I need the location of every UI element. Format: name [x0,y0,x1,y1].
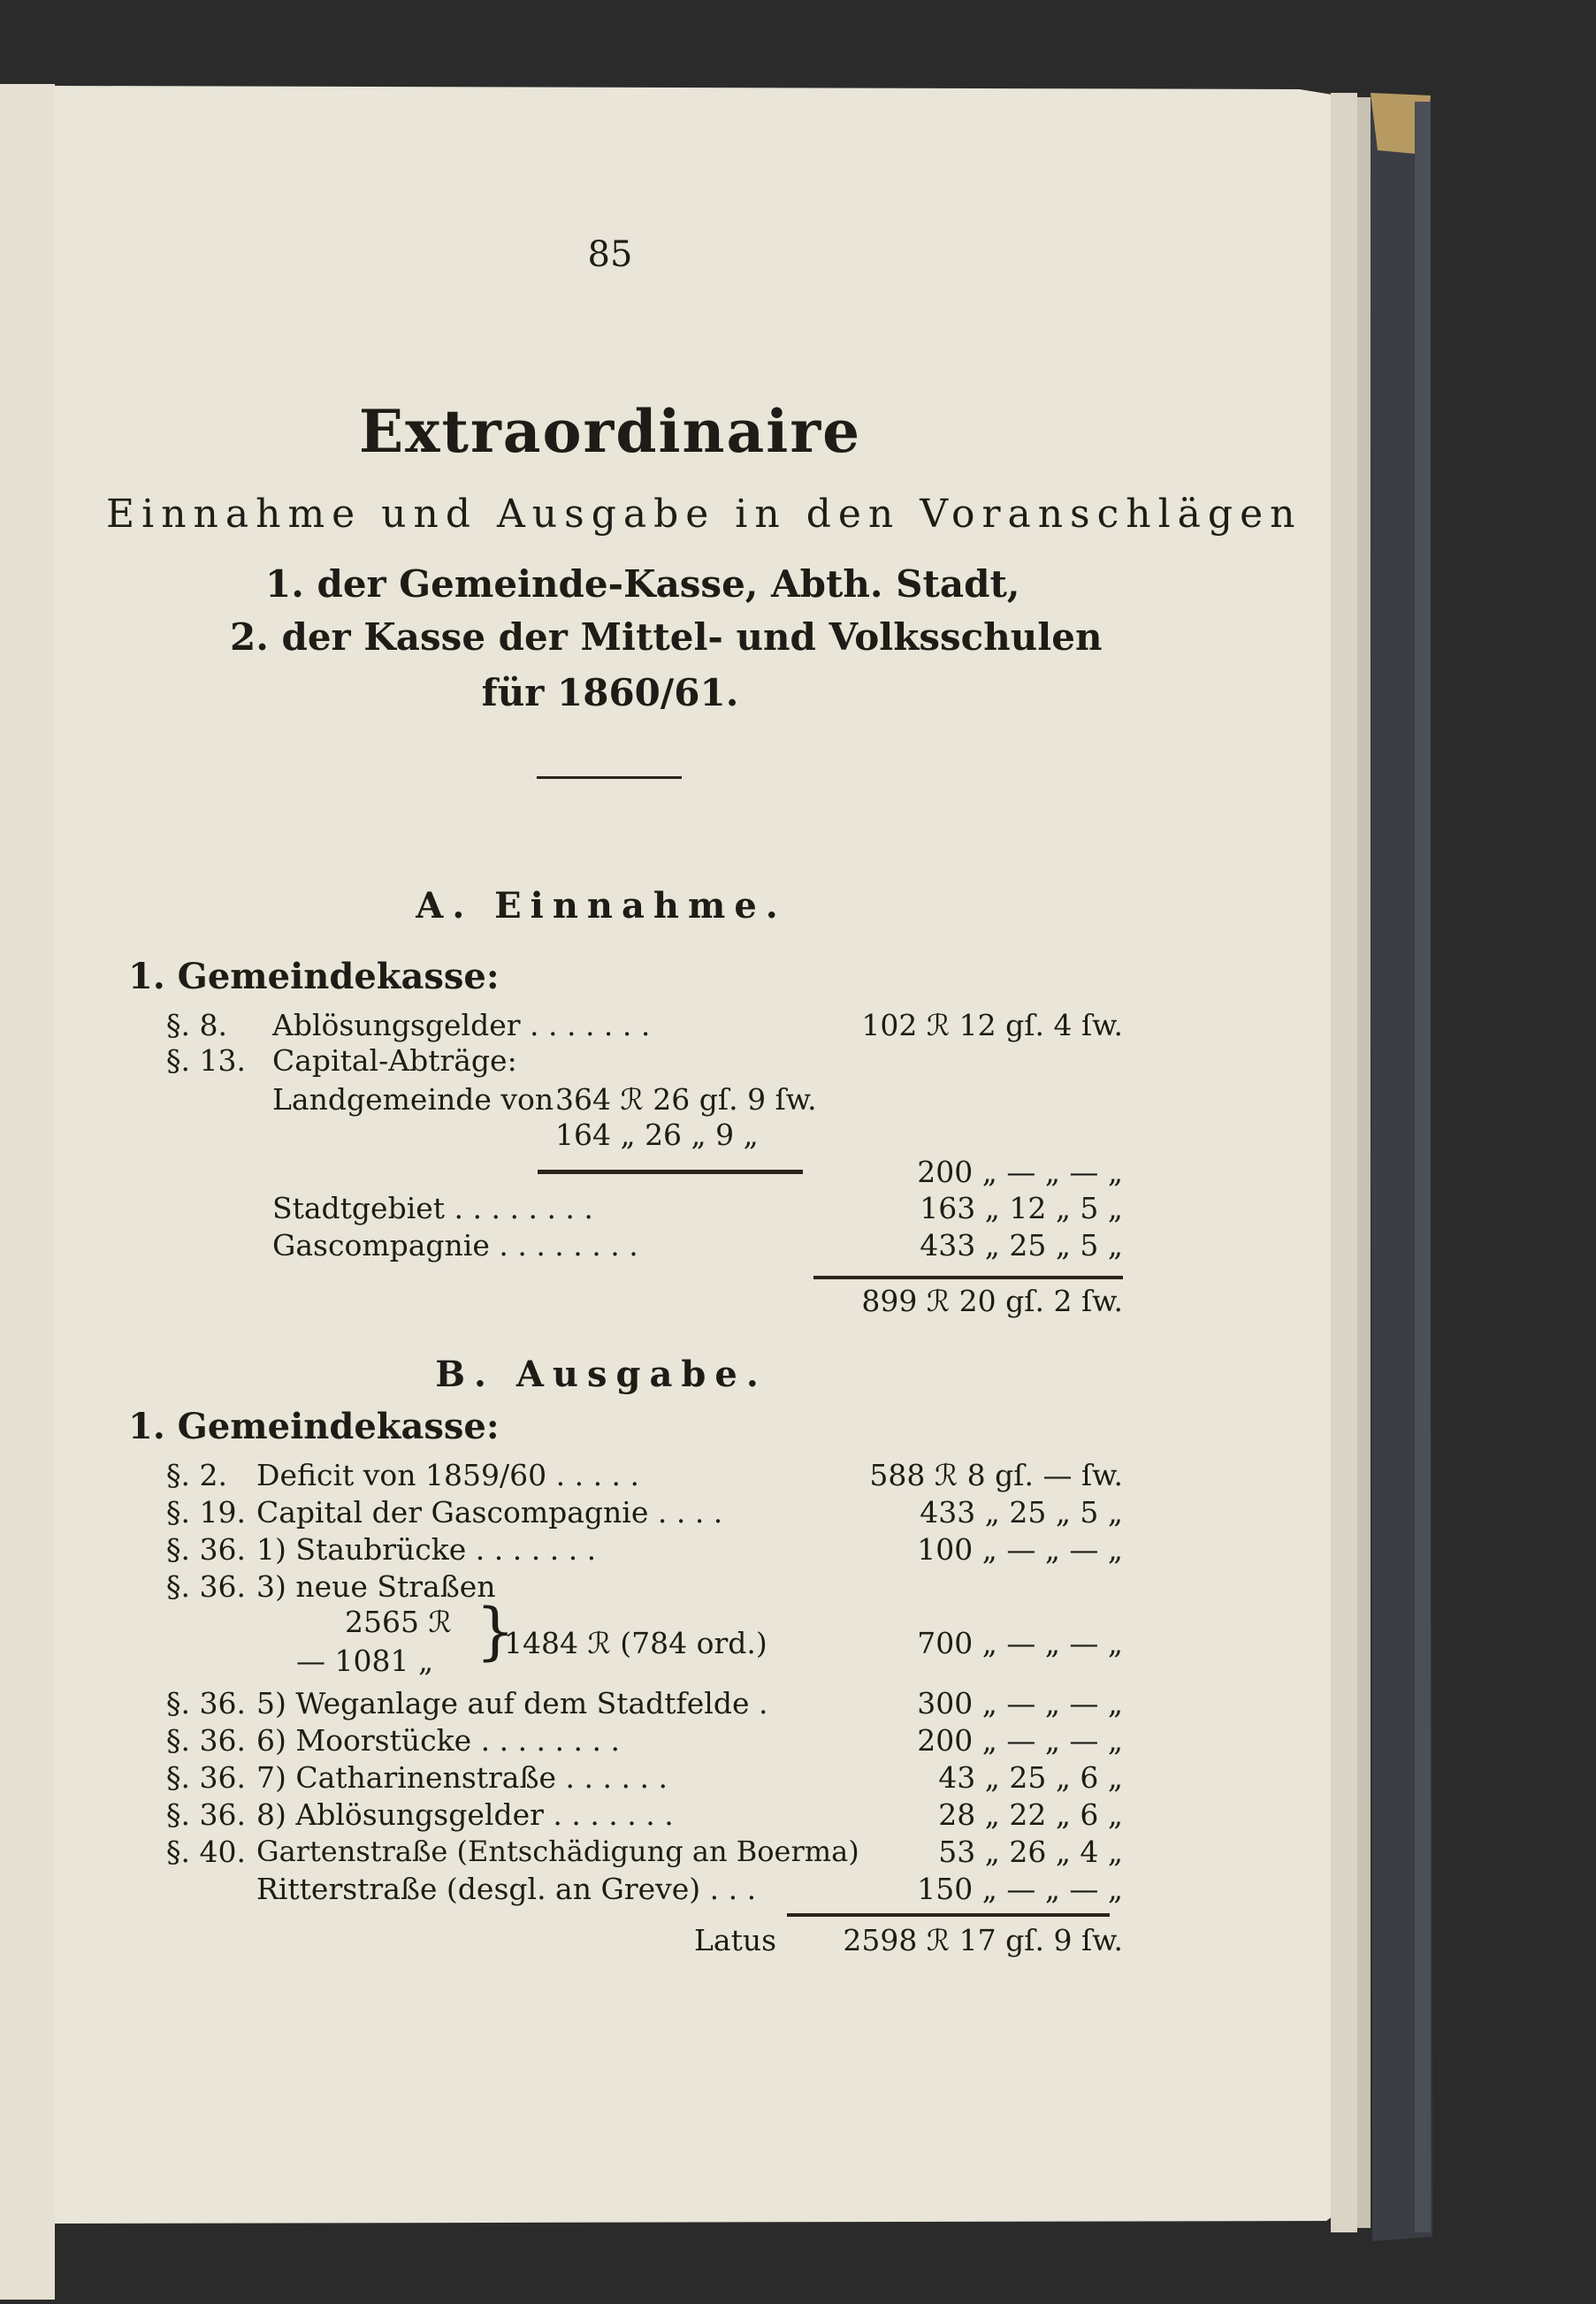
einnahme-para: §. 8. [166,1008,227,1042]
page-number: 85 [587,234,633,275]
ausgabe-desc: 7) Catharinenstraße . . . . . . [256,1760,668,1795]
subheading: Einnahme und Ausgabe in den Voranschlägen [106,492,1302,537]
einnahme-desc: Gascompagnie . . . . . . . . [272,1228,638,1263]
ausgabe-para: §. 36. [166,1569,246,1604]
ausgabe-amount: 100 „ — „ — „ [917,1532,1123,1567]
title-line-2: 2. der Kasse der Mittel- und Volksschulen [230,615,1103,659]
ausgabe-desc: 8) Ablösungsgelder . . . . . . . [256,1797,674,1832]
ausgabe-title: B. Ausgabe. [435,1354,767,1395]
ausgabe-para: §. 36. [166,1723,246,1758]
ausgabe-amount: 53 „ 26 „ 4 „ [938,1835,1123,1869]
einnahme-amount: 364 ℛ 26 gſ. 9 ſw. [555,1082,817,1117]
title-divider [537,776,682,779]
ausgabe-amount: 700 „ — „ — „ [917,1626,1123,1660]
einnahme-amount: 102 ℛ 12 gſ. 4 ſw. [861,1008,1123,1042]
ausgabe-amount: 1484 ℛ (784 ord.) [504,1626,767,1660]
ausgabe-desc: Gartenstraße (Entschädigung an Boerma) [256,1835,859,1868]
ausgabe-desc: 6) Moorstücke . . . . . . . . [256,1723,620,1758]
ausgabe-section: 1. Gemeindekasse: [128,1406,500,1447]
title-line-3: für 1860/61. [481,671,739,714]
latus-rule [787,1913,1110,1917]
ausgabe-desc: Ritterstraße (desgl. an Greve) . . . [256,1872,757,1906]
einnahme-amount: 200 „ — „ — „ [917,1155,1123,1189]
ausgabe-para: §. 36. [166,1686,246,1720]
ausgabe-desc: 2565 ℛ [345,1605,452,1639]
ausgabe-para: §. 36. [166,1760,246,1795]
einnahme-desc: Stadtgebiet . . . . . . . . [272,1191,593,1225]
ausgabe-para: §. 36. [166,1532,246,1567]
page-heading: Extraordinaire [358,397,862,466]
einnahme-amount: 433 „ 25 „ 5 „ [920,1228,1123,1263]
ausgabe-desc: 3) neue Straßen [256,1569,496,1604]
einnahme-title: A. Einnahme. [416,885,787,927]
ausgabe-amount: 150 „ — „ — „ [917,1872,1123,1906]
einnahme-desc: Capital-Abträge: [272,1043,517,1078]
ausgabe-desc: 1) Staubrücke . . . . . . . [256,1532,597,1567]
einnahme-para: §. 13. [166,1043,246,1078]
ausgabe-amount: 588 ℛ 8 gſ. — ſw. [869,1458,1123,1492]
ausgabe-amount: 300 „ — „ — „ [917,1686,1123,1720]
einnahme-desc: Landgemeinde von [272,1082,554,1117]
einnahme-amount: 163 „ 12 „ 5 „ [920,1191,1123,1225]
ausgabe-desc: — 1081 „ [296,1644,434,1678]
ausgabe-para: §. 19. [166,1495,246,1530]
total-rule [813,1276,1123,1279]
ausgabe-desc: Deficit von 1859/60 . . . . . [256,1458,640,1492]
einnahme-desc: Ablösungsgelder . . . . . . . [272,1008,651,1042]
ausgabe-amount: 433 „ 25 „ 5 „ [920,1495,1123,1530]
ausgabe-para: §. 36. [166,1797,246,1832]
ausgabe-desc: 5) Weganlage auf dem Stadtfelde . [256,1686,768,1720]
title-line-1: 1. der Gemeinde-Kasse, Abth. Stadt, [265,562,1020,606]
einnahme-amount: 164 „ 26 „ 9 „ [555,1118,759,1152]
einnahme-section: 1. Gemeindekasse: [128,956,500,997]
subtotal-rule [538,1170,803,1174]
ausgabe-desc: Capital der Gascompagnie . . . . [256,1495,723,1530]
ausgabe-para: §. 40. [166,1835,246,1869]
ausgabe-para: §. 2. [166,1458,227,1492]
latus-amount: 2598 ℛ 17 gſ. 9 ſw. [843,1923,1123,1957]
curly-brace: } [476,1595,515,1667]
latus-label: Latus [694,1923,777,1957]
einnahme-total: 899 ℛ 20 gſ. 2 ſw. [861,1284,1123,1318]
ausgabe-amount: 43 „ 25 „ 6 „ [938,1760,1123,1795]
ausgabe-amount: 200 „ — „ — „ [917,1723,1123,1758]
ausgabe-amount: 28 „ 22 „ 6 „ [938,1797,1123,1832]
